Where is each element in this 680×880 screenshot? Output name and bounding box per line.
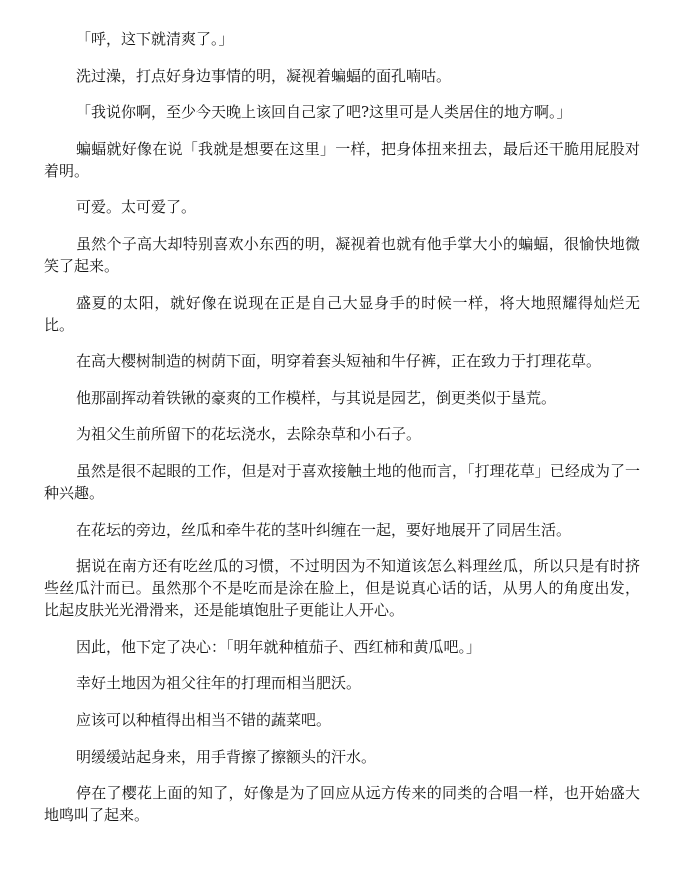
paragraph: 虽然是很不起眼的工作，但是对于喜欢接触土地的他而言，「打理花草」已经成为了一种兴趣。 <box>44 461 640 502</box>
paragraph: 盛夏的太阳，就好像在说现在正是自己大显身手的时候一样，将大地照耀得灿烂无比。 <box>44 293 640 334</box>
paragraph: 为祖父生前所留下的花坛浇水，去除杂草和小石子。 <box>76 425 422 444</box>
paragraph: 据说在南方还有吃丝瓜的习惯，不过明因为不知道该怎么料理丝瓜，所以只是有时挤些丝瓜汁而已。虽然那个不是吃而是涂在脸上，但是说真心话的话，从男人的角度出发，比起皮肤光光滑滑来，还是能填饱肚子更能让人开心。 <box>44 557 640 620</box>
paragraph: 应该可以种植得出相当不错的蔬菜吧。 <box>76 710 332 729</box>
paragraph: 幸好土地因为祖父往年的打理而相当肥沃。 <box>76 674 362 693</box>
paragraph: 虽然个子高大却特别喜欢小东西的明，凝视着也就有他手掌大小的蝙蝠，很愉快地微笑了起来。 <box>44 234 640 275</box>
paragraph: 停在了樱花上面的知了，好像是为了回应从远方传来的同类的合唱一样，也开始盛大地鸣叫了起来。 <box>44 784 640 825</box>
paragraph: 明缓缓站起身来，用手背擦了擦额头的汗水。 <box>76 747 377 766</box>
paragraph: 在高大樱树制造的树荫下面，明穿着套头短袖和牛仔裤，正在致力于打理花草。 <box>76 352 602 371</box>
paragraph: 洗过澡，打点好身边事情的明，凝视着蝙蝠的面孔喃咕。 <box>76 66 452 85</box>
paragraph: 「我说你啊，至少今天晚上该回自己家了吧?这里可是人类居住的地方啊。」 <box>76 103 572 122</box>
paragraph: 在花坛的旁边，丝瓜和牵牛花的茎叶纠缠在一起，要好地展开了同居生活。 <box>76 520 572 539</box>
paragraph: 他那副挥动着铁锹的豪爽的工作模样，与其说是园艺，倒更类似于垦荒。 <box>76 388 557 407</box>
paragraph: 可爱。太可爱了。 <box>76 198 197 217</box>
paragraph: 蝙蝠就好像在说「我就是想要在这里」一样，把身体扭来扭去，最后还干脆用屁股对着明。 <box>44 139 640 180</box>
paragraph: 因此，他下定了决心：「明年就种植茄子、西红柿和黄瓜吧。」 <box>76 637 482 656</box>
document-body <box>44 28 640 841</box>
paragraph: 「呼，这下就清爽了。」 <box>76 30 234 48</box>
